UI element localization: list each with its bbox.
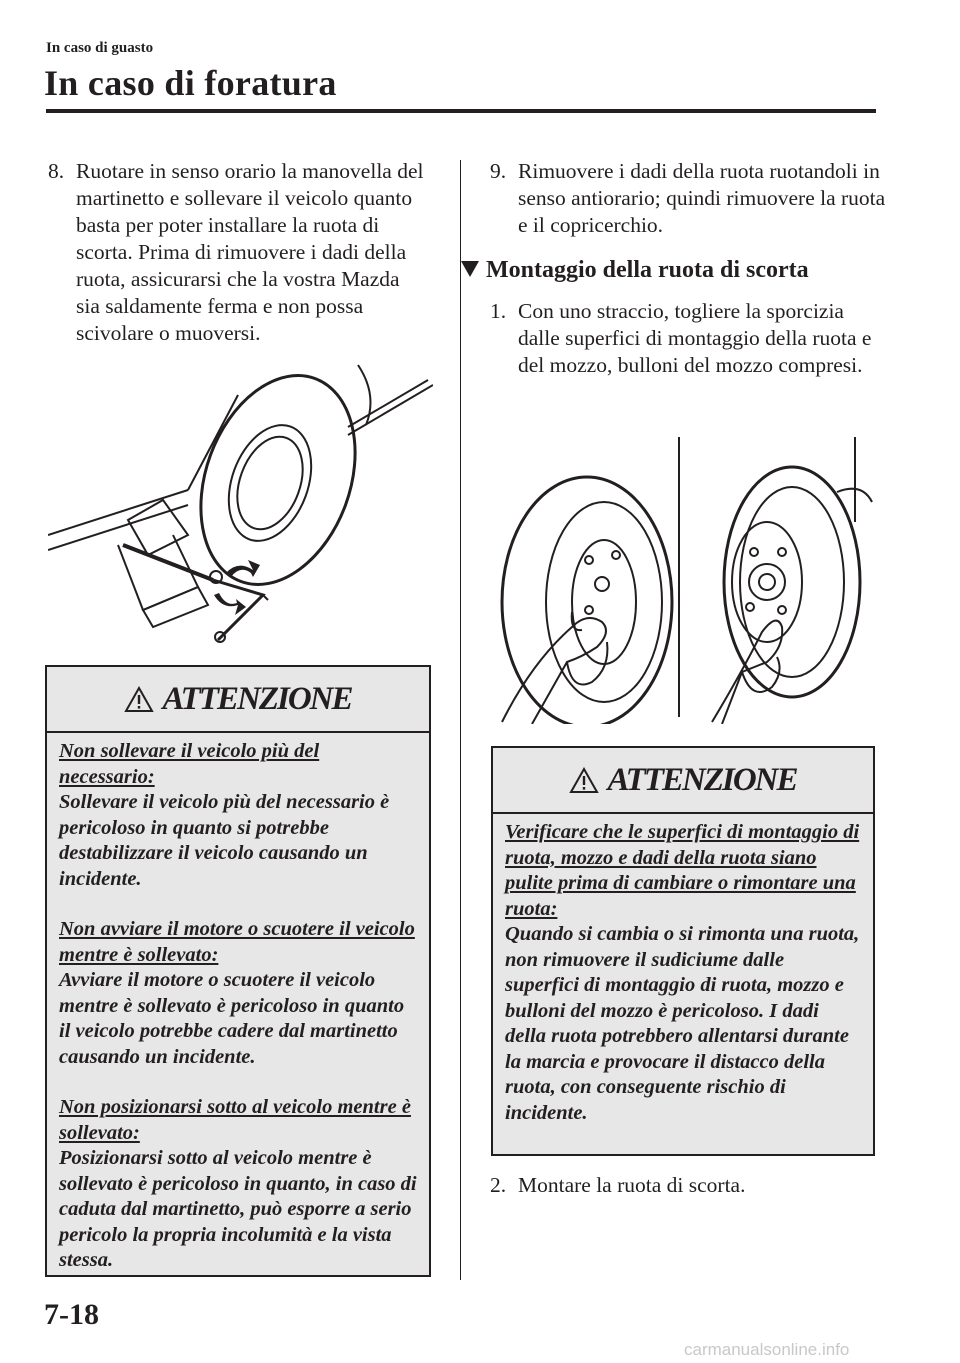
warning-item-text: Sollevare il veicolo più del necessario è pericoloso in quanto si potrebbe destabilizzare il veicolo causando un incidente. — [59, 791, 390, 890]
warning-triangle-icon — [124, 686, 154, 713]
watermark: carmanualsonline.info — [684, 1340, 850, 1359]
warning-item-text: Posizionarsi sotto al veicolo mentre è sollevato è pericoloso in quanto, in caso di caduta dal martinetto, può esporre a serio pericolo la propria incolumità e la vista stessa. — [59, 1147, 417, 1271]
page-title: In caso di foratura — [44, 63, 337, 103]
triangle-down-icon — [460, 260, 480, 278]
step-text: Con uno straccio, togliere la sporcizia dalle superfici di montaggio della ruota e del mozzo, bulloni del mozzo compresi. — [518, 299, 872, 377]
warning-box-right — [491, 746, 875, 1156]
page-number: 7-18 — [44, 1298, 99, 1331]
warning-item-heading: Non avviare il motore o scuotere il veicolo mentre è sollevato: — [59, 918, 415, 966]
warning-header — [47, 667, 429, 733]
warning-triangle-icon — [569, 767, 599, 794]
warning-item-text: Quando si cambia o si rimonta una ruota, non rimuovere il sudiciume dalle superfici di montaggio di ruota, mozzo e bulloni del mozzo è pericoloso. I dadi della ruota potrebbero allentarsi durante la marcia e provocare il distacco della ruota, con conseguente rischio di incidente. — [505, 923, 860, 1124]
step-number: 9. — [490, 159, 507, 183]
warning-box-left — [45, 665, 431, 1277]
title-rule — [46, 109, 876, 113]
step-number: 8. — [48, 159, 65, 183]
warning-item-text: Avviare il motore o scuotere il veicolo mentre è sollevato è pericoloso in quanto il veicolo potrebbe cadere dal martinetto causando un incidente. — [59, 969, 405, 1068]
section-label: In caso di guasto — [46, 40, 154, 56]
cleaning-surfaces-illustration — [492, 432, 877, 724]
warning-title: ATTENZIONE — [607, 761, 797, 798]
warning-body — [493, 814, 873, 1126]
step-text: Montare la ruota di scorta. — [518, 1173, 746, 1197]
step-text: Rimuovere i dadi della ruota ruotandoli in senso antiorario; quindi rimuovere la ruota e il copricerchio. — [518, 159, 886, 237]
step-text: Ruotare in senso orario la manovella del martinetto e sollevare il veicolo quanto basta per poter installare la ruota di scorta. Prima di rimuovere i dadi della ruota, assicurarsi che la vostra Mazda sia saldamente ferma e non possa scivolare o muoversi. — [76, 159, 424, 345]
step-1 — [490, 298, 890, 379]
jack-lifting-illustration — [48, 355, 433, 650]
warning-body — [47, 733, 429, 1274]
step-number: 2. — [490, 1173, 507, 1197]
warning-title: ATTENZIONE — [162, 680, 352, 717]
warning-item-heading: Non posizionarsi sotto al veicolo mentre è sollevato: — [59, 1096, 411, 1144]
step-8 — [48, 158, 428, 347]
warning-item-heading: Non sollevare il veicolo più del necessario: — [59, 740, 320, 788]
step-number: 1. — [490, 299, 507, 323]
column-divider — [460, 160, 461, 1280]
step-9 — [490, 158, 890, 239]
subheading-text: Montaggio della ruota di scorta — [486, 257, 809, 283]
step-2 — [490, 1172, 890, 1199]
warning-header — [493, 748, 873, 814]
subheading — [460, 257, 809, 284]
warning-item-heading: Verificare che le superfici di montaggio di ruota, mozzo e dadi della ruota siano pulite prima di cambiare o rimontare una ruota: — [505, 821, 860, 920]
